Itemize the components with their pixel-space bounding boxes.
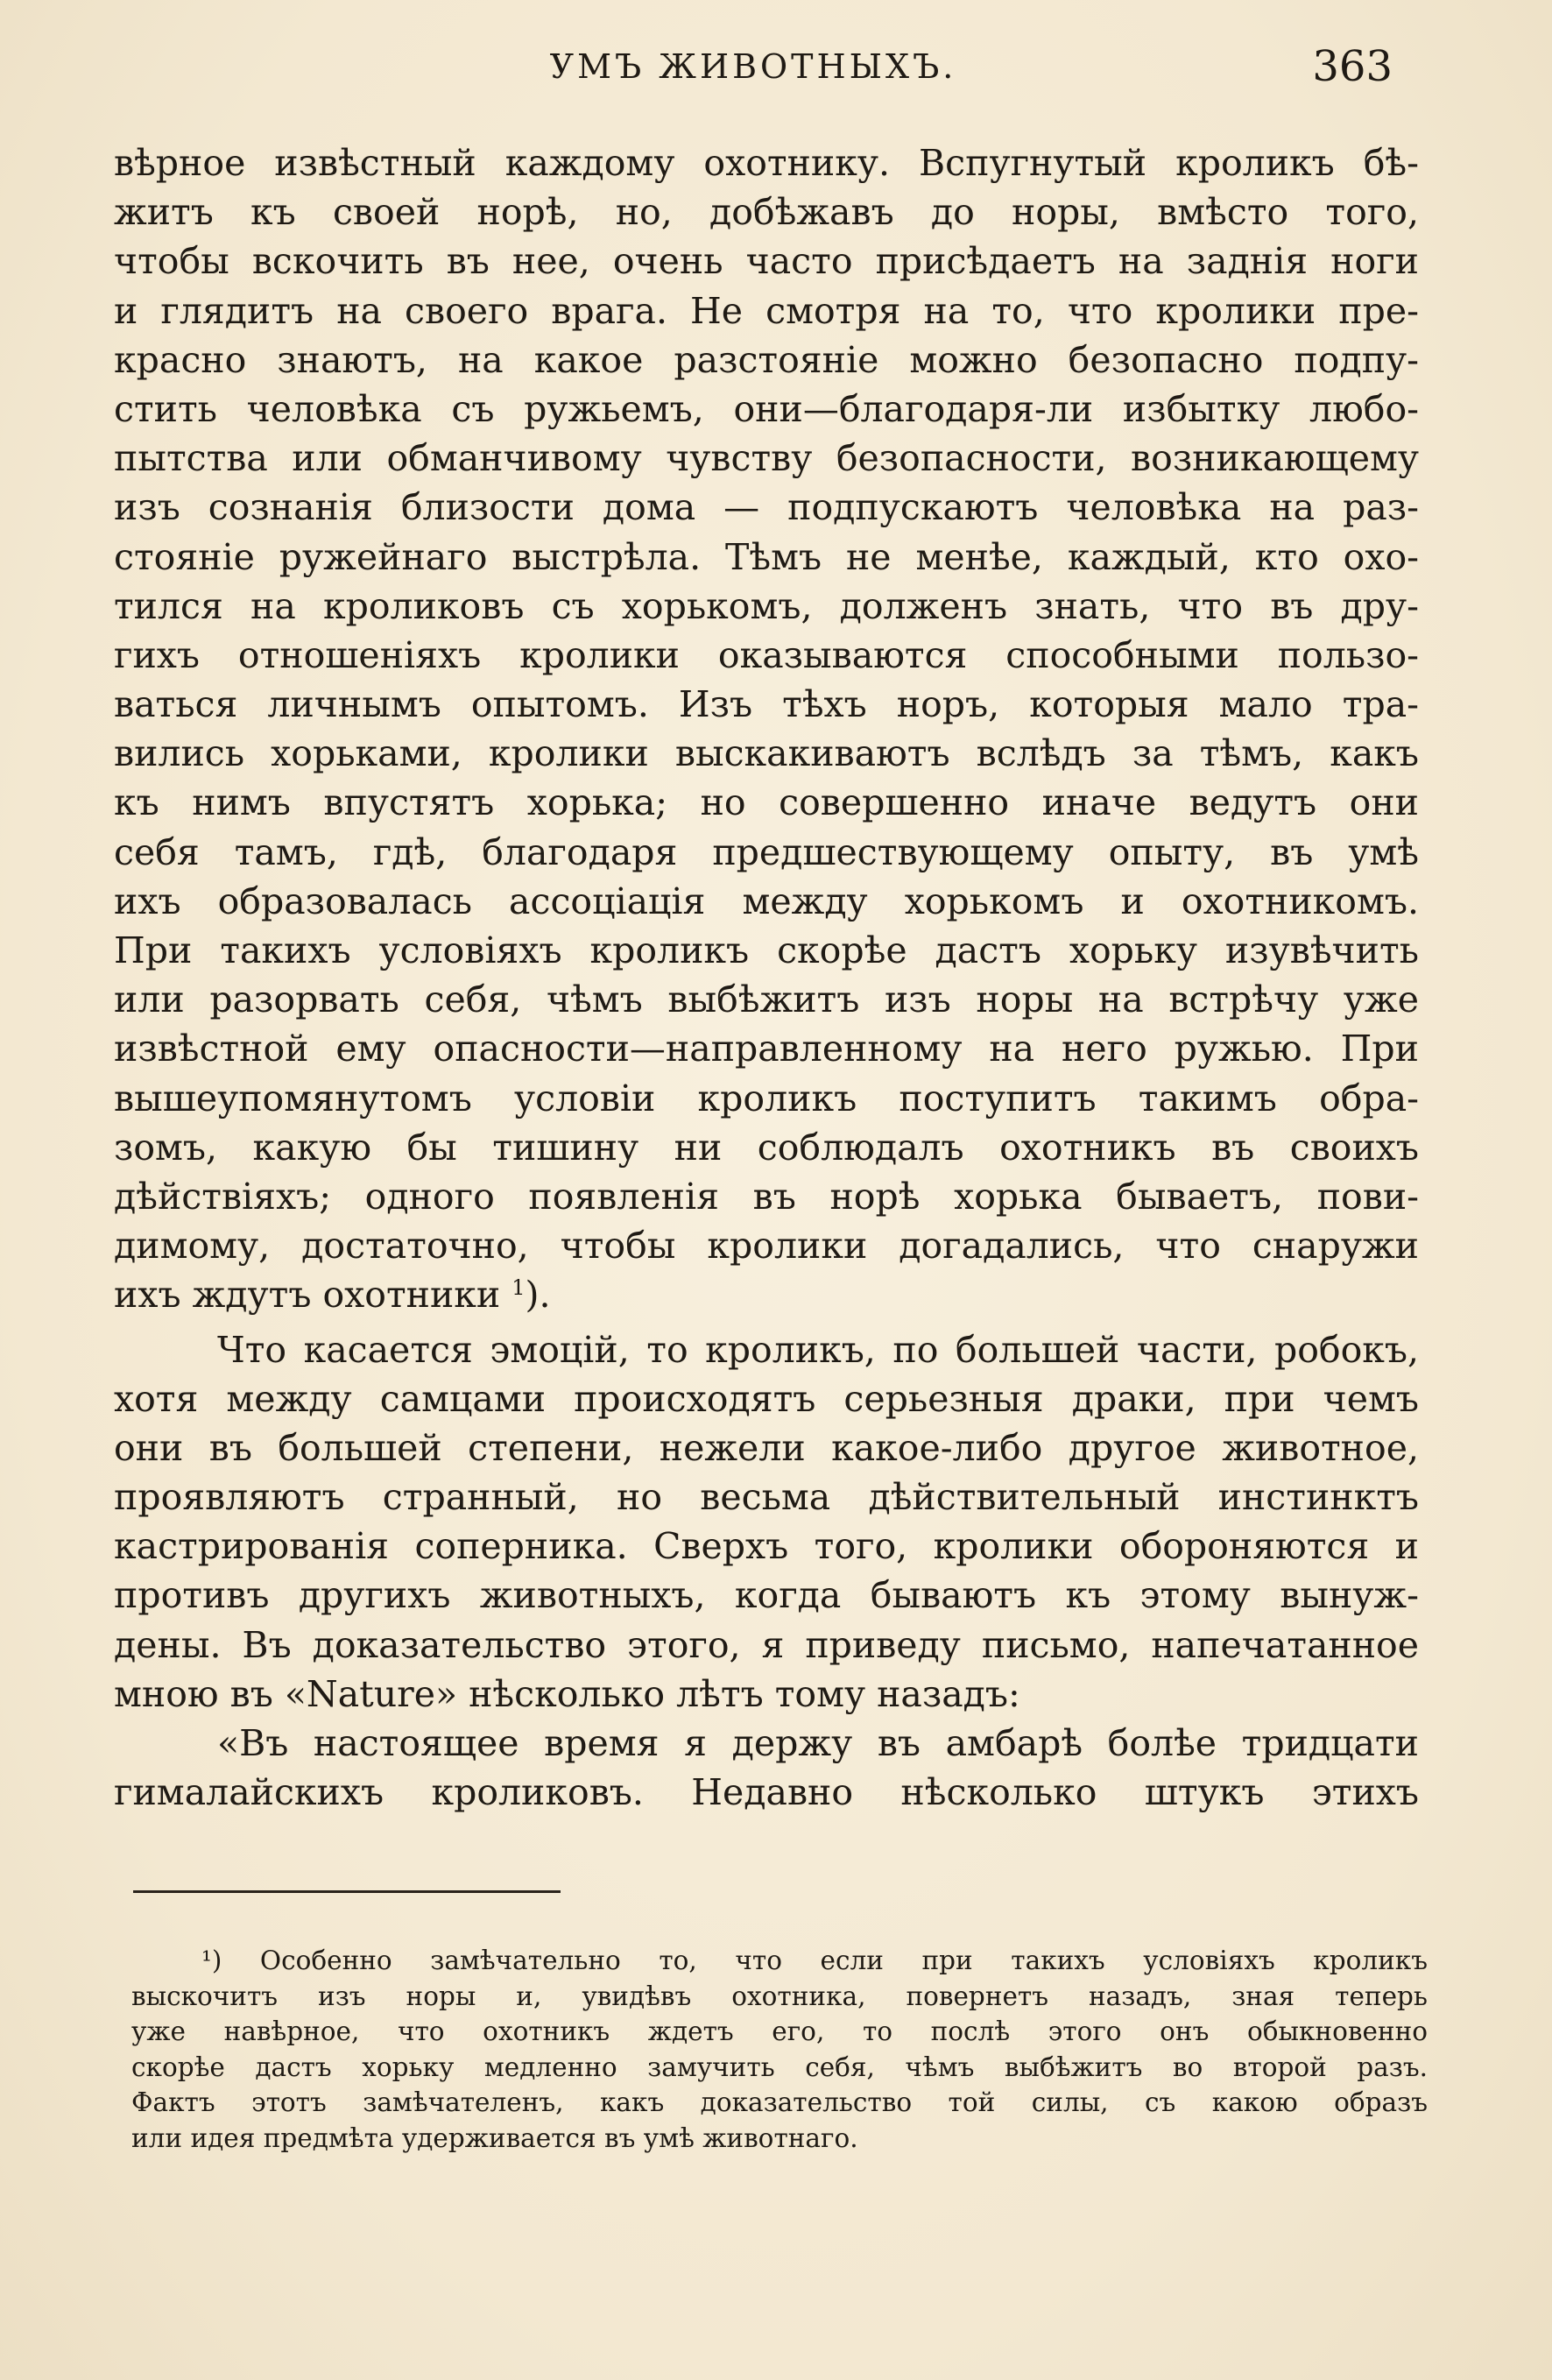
text-line: вѣрное извѣстный каждому охотнику. Вспугнутый кроликъ бѣ- [114, 142, 1419, 184]
text-line: и глядитъ на своего врага. Не смотря на то, что кролики пре- [114, 289, 1419, 332]
text-line: ваться личнымъ опытомъ. Изъ тѣхъ норъ, которыя мало тра- [114, 683, 1419, 726]
text-line: стояніе ружейнаго выстрѣла. Тѣмъ не менѣе, каждый, кто охо- [114, 535, 1419, 578]
text-line: стить человѣка съ ружьемъ, они—благодаря-ли избытку любо- [114, 387, 1419, 430]
footnote-line: ¹) Особенно замѣчательно то, что если при такихъ условіяхъ кроликъ [201, 1946, 1428, 1975]
text-line: изъ сознанія близости дома — подпускаютъ человѣка на раз- [114, 486, 1419, 529]
text-line: чтобы вскочить въ нее, очень часто присѣдаетъ на заднія ноги [114, 240, 1419, 283]
paragraph-first-line: Что касается эмоцій, то кроликъ, по большей части, робокъ, [217, 1328, 1419, 1371]
text-line: къ нимъ впустятъ хорька; но совершенно иначе ведутъ они [114, 781, 1419, 824]
running-head [114, 42, 1393, 95]
text-line: вышеупомянутомъ условіи кроликъ поступитъ такимъ обра- [114, 1077, 1419, 1119]
footnote-line: или идея предмѣта удерживается въ умѣ животнаго. [131, 2122, 858, 2153]
footnote-line: уже навѣрное, что охотникъ ждетъ его, то послѣ этого онъ обыкновенно [131, 2016, 1428, 2046]
footnote-line: Фактъ этотъ замѣчателенъ, какъ доказательство той силы, съ какою образъ [131, 2087, 1428, 2117]
text-line: себя тамъ, гдѣ, благодаря предшествующему опыту, въ умѣ [114, 830, 1419, 873]
text-line: проявляютъ странный, но весьма дѣйствительный инстинктъ [114, 1476, 1419, 1519]
text-line: красно знаютъ, на какое разстояніе можно безопасно подпу- [114, 338, 1419, 381]
text-line: гихъ отношеніяхъ кролики оказываются способными пользо- [114, 633, 1419, 676]
text-line: или разорвать себя, чѣмъ выбѣжитъ изъ норы на встрѣчу уже [114, 978, 1419, 1021]
text-line: тился на кроликовъ съ хорькомъ, долженъ знать, что въ дру- [114, 584, 1419, 627]
text-line: ихъ образовалась ассоціація между хорькомъ и охотникомъ. [114, 879, 1419, 922]
text-fragment: ). [525, 1274, 551, 1317]
text-line: зомъ, какую бы тишину ни соблюдалъ охотникъ въ своихъ [114, 1126, 1419, 1169]
footnotes [131, 1943, 1428, 2156]
text-line: При такихъ условіяхъ кроликъ скорѣе дастъ хорьку изувѣчить [114, 929, 1419, 971]
text-line: димому, достаточно, чтобы кролики догадались, что снаружи [114, 1225, 1419, 1268]
text-line: они въ большей степени, нежели какое-либо другое животное, [114, 1426, 1419, 1469]
text-line [114, 1270, 1419, 1319]
text-line: дѣйствіяхъ; одного появленія въ норѣ хорька бываетъ, пови- [114, 1175, 1419, 1218]
text-line: вились хорьками, кролики выскакиваютъ вслѣдъ за тѣмъ, какъ [114, 732, 1419, 775]
running-title: УМЪ ЖИВОТНЫХЪ. [549, 47, 957, 86]
footnote-divider [133, 1890, 561, 1893]
text-line: дены. Въ доказательство этого, я приведу письмо, напечатанное [114, 1623, 1419, 1666]
text-line: кастрированія соперника. Сверхъ того, кролики обороняются и [114, 1525, 1419, 1568]
text-line: пытства или обманчивому чувству безопасности, возникающему [114, 437, 1419, 480]
quote-first-line: «Въ настоящее время я держу въ амбарѣ болѣе тридцати [217, 1722, 1419, 1764]
text-line: гималайскихъ кроликовъ. Недавно нѣсколько штукъ этихъ [114, 1771, 1419, 1814]
footnote-line: скорѣе дастъ хорьку медленно замучить себя, чѣмъ выбѣжитъ во второй разъ. [131, 2052, 1428, 2082]
body-text [114, 138, 1419, 1817]
text-line: мною въ «Nature» нѣсколько лѣтъ тому назадъ: [114, 1672, 1020, 1715]
text-line: житъ къ своей норѣ, но, добѣжавъ до норы, вмѣсто того, [114, 191, 1419, 234]
page-number: 363 [1312, 42, 1393, 91]
text-line: извѣстной ему опасности—направленному на него ружью. При [114, 1028, 1419, 1070]
footnote-line: выскочитъ изъ норы и, увидѣвъ охотника, повернетъ назадъ, зная теперь [131, 1981, 1428, 2011]
footnote-marker[interactable]: 1 [511, 1275, 526, 1301]
text-fragment: ихъ ждутъ охотники [114, 1274, 512, 1317]
text-line: противъ другихъ животныхъ, когда бываютъ къ этому вынуж- [114, 1574, 1419, 1617]
text-line: хотя между самцами происходятъ серьезныя драки, при чемъ [114, 1377, 1419, 1420]
